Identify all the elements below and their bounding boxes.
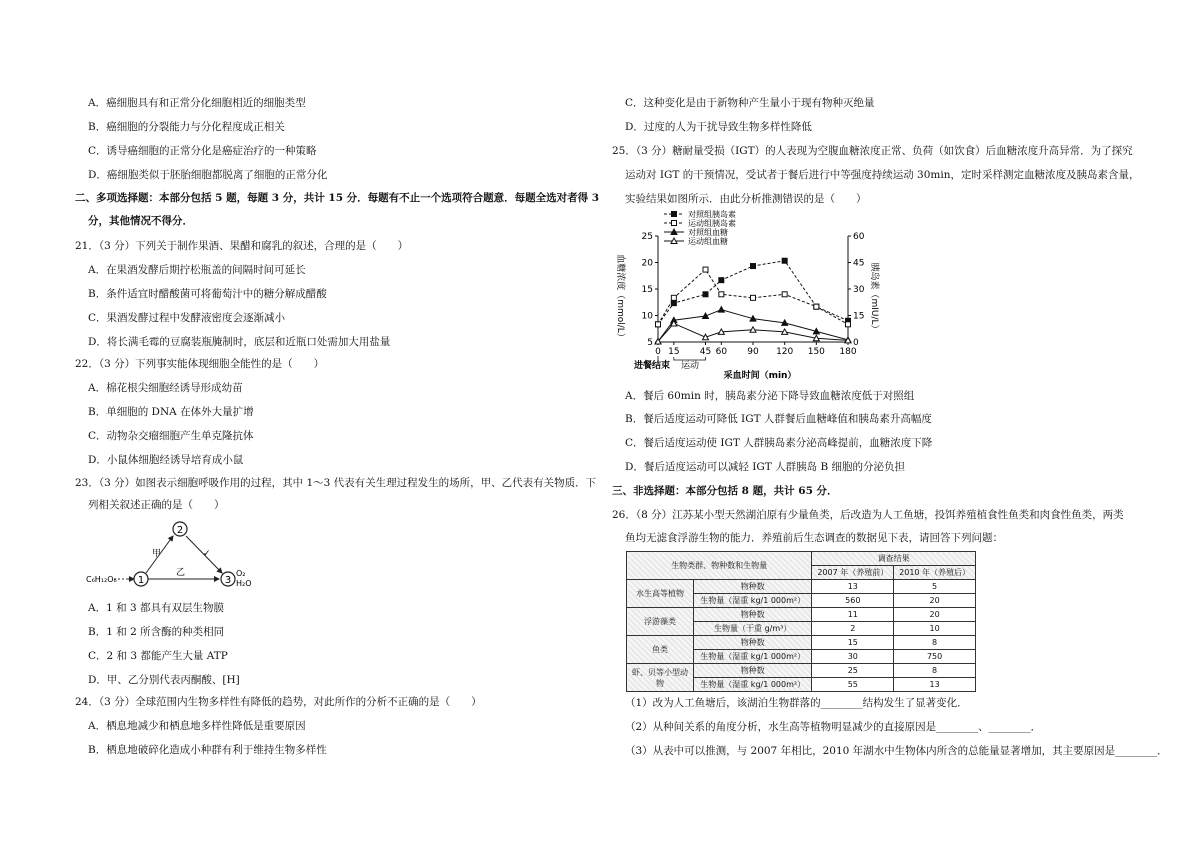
o2-label: O₂ xyxy=(236,569,246,578)
x-tick-label: 90 xyxy=(747,347,759,357)
y-left-tick-label: 20 xyxy=(641,258,653,269)
chart-legend xyxy=(664,209,736,246)
value-2007: 2 xyxy=(812,622,894,636)
q25-stem-line2: 运动对 IGT 的干预情况，受试者于餐后进行中等强度持续运动 30min，定时采样测定血糖浓度及胰岛素含量， xyxy=(625,169,1140,181)
substance-jia-label: 甲 xyxy=(152,549,162,559)
q22-option-b: B．单细胞的 DNA 在体外大量扩增 xyxy=(88,406,254,418)
glucose-label: C₆H₁₂O₆ xyxy=(86,575,117,584)
legend-label: 运动组胰岛素 xyxy=(688,219,736,228)
value-2007: 55 xyxy=(812,678,894,692)
site-3-label: 3 xyxy=(224,575,232,586)
chart-series xyxy=(655,258,851,344)
table-header-2010: 2010 年（养殖后） xyxy=(894,566,976,580)
row-label: 生物量（干重 g/m³） xyxy=(694,622,812,636)
row-label: 物种数 xyxy=(694,636,812,650)
data-point xyxy=(703,292,708,297)
value-2010: 750 xyxy=(894,650,976,664)
value-2010: 8 xyxy=(894,636,976,650)
q25-stem-line1: 25．（3 分）糖耐量受损（IGT）的人表现为空腹血糖浓度正常、负荷（如饮食）后血糖浓度升高异常．为了探究 xyxy=(612,145,1133,157)
q21-option-a: A．在果酒发酵后期拧松瓶盖的间隔时间可延长 xyxy=(88,264,306,276)
q20-option-a: A．癌细胞具有和正常分化细胞相近的细胞类型 xyxy=(88,97,306,109)
q26-part2: （2）从种间关系的角度分析，水生高等植物明显减少的直接原因是________、________． xyxy=(625,721,1042,733)
legend-marker xyxy=(672,212,677,217)
legend-marker xyxy=(672,221,677,226)
row-label: 生物量（湿重 kg/1 000m²） xyxy=(694,594,812,608)
q24-option-d: D．过度的人为干扰导致生物多样性降低 xyxy=(625,121,812,133)
q24-option-c: C．这种变化是由于新物种产生量小于现有物种灭绝量 xyxy=(625,97,875,109)
row-label: 生物量（湿重 kg/1 000m²） xyxy=(694,678,812,692)
row-label: 物种数 xyxy=(694,664,812,678)
data-point xyxy=(782,292,787,297)
q23-option-b: B．1 和 2 所含酶的种类相同 xyxy=(88,626,225,638)
value-2010: 5 xyxy=(894,580,976,594)
legend-label: 运动组血糖 xyxy=(688,237,728,246)
section2-heading-line2: 分，其他情况不得分． xyxy=(88,215,193,227)
q24-stem: 24．（3 分）全球范围内生物多样性有降低的趋势，对此所作的分析不正确的是（ ） xyxy=(75,696,482,708)
x-tick-label: 0 xyxy=(655,347,661,357)
q22-option-c: C．动物杂交瘤细胞产生单克隆抗体 xyxy=(88,430,254,442)
value-2010: 10 xyxy=(894,622,976,636)
q22-option-d: D．小鼠体细胞经诱导培育成小鼠 xyxy=(88,454,244,466)
q24-option-a: A．栖息地减少和栖息地多样性降低是重要原因 xyxy=(88,720,306,732)
glucose-insulin-chart xyxy=(610,208,880,384)
data-point xyxy=(703,267,708,272)
table-row xyxy=(627,664,976,678)
y-left-tick-label: 10 xyxy=(641,311,653,322)
x-tick-label: 15 xyxy=(668,347,680,357)
q23-option-c: C．2 和 3 都能产生大量 ATP xyxy=(88,650,228,662)
section3-heading: 三、非选择题：本部分包括 8 题，共计 65 分． xyxy=(612,485,838,497)
legend-item xyxy=(664,236,728,246)
value-2007: 13 xyxy=(812,580,894,594)
value-2007: 11 xyxy=(812,608,894,622)
y-axis-right-title: 胰岛素（mIU/L） xyxy=(869,262,879,334)
q25-option-b: B．餐后适度运动可降低 IGT 人群餐后血糖峰值和胰岛素升高幅度 xyxy=(625,413,932,425)
q20-option-b: B．癌细胞的分裂能力与分化程度成正相关 xyxy=(88,121,285,133)
q23-stem-line1: 23．（3 分）如图表示细胞呼吸作用的过程，其中 1～3 代表有关生理过程发生的场所，甲、乙代表有关物质．下 xyxy=(75,477,597,489)
q23-option-d: D．甲、乙分别代表丙酮酸、[H] xyxy=(88,674,240,686)
x-tick-label: 60 xyxy=(715,347,728,357)
q21-option-c: C．果酒发酵过程中发酵液密度会逐渐减小 xyxy=(88,312,286,324)
q23-option-a: A．1 和 3 都具有双层生物膜 xyxy=(88,602,224,614)
site-1-label: 1 xyxy=(137,575,145,586)
q20-option-d: D．癌细胞类似于胚胎细胞都脱离了细胞的正常分化 xyxy=(88,169,328,181)
q25-option-c: C．餐后适度运动使 IGT 人群胰岛素分泌高峰提前，血糖浓度下降 xyxy=(625,437,933,449)
q22-option-a: A．棉花根尖细胞经诱导形成幼苗 xyxy=(88,382,243,394)
q26-part3: （3）从表中可以推测，与 2007 年相比，2010 年湖水中生物体内所含的总能量显著增加，其主要原因是________． xyxy=(625,745,1168,757)
y-right-tick-label: 15 xyxy=(853,311,865,322)
y-left-tick-label: 5 xyxy=(647,338,653,348)
group-name: 虾、贝等小型动物 xyxy=(627,664,694,692)
substance-yi-label: 乙 xyxy=(176,568,186,578)
value-2010: 13 xyxy=(894,678,976,692)
legend-label: 对照组胰岛素 xyxy=(688,210,736,219)
x-axis-title: 采血时间（min） xyxy=(723,371,797,381)
h2o-label: H₂O xyxy=(236,579,252,588)
q22-stem: 22．（3 分）下列事实能体现细胞全能性的是（ ） xyxy=(75,358,325,370)
table-row xyxy=(627,608,976,622)
arrow-2-3-mark: ✓ xyxy=(203,549,211,559)
x-tick-label: 150 xyxy=(807,347,825,357)
value-2007: 25 xyxy=(812,664,894,678)
data-point xyxy=(703,313,709,319)
legend-label: 对照组血糖 xyxy=(688,228,728,237)
data-point xyxy=(751,295,756,300)
value-2010: 20 xyxy=(894,608,976,622)
data-point xyxy=(814,304,819,309)
q21-stem: 21．（3 分）下列关于制作果酒、果醋和腐乳的叙述，合理的是（ ） xyxy=(75,240,409,252)
series-line xyxy=(658,310,848,342)
group-name: 浮游藻类 xyxy=(627,608,694,636)
row-label: 生物量（湿重 kg/1 000m²） xyxy=(694,650,812,664)
series-4 xyxy=(655,320,851,344)
table-header-2007: 2007 年（养殖前） xyxy=(812,566,894,580)
data-point xyxy=(671,295,676,300)
meal-end-annotation: 进餐结束 xyxy=(633,361,671,371)
q25-stem-line3: 实验结果如图所示．由此分析推测错误的是（ ） xyxy=(625,193,867,205)
y-right-tick-label: 0 xyxy=(853,338,859,348)
data-point xyxy=(719,292,724,297)
q25-option-d: D．餐后适度运动可以减轻 IGT 人群胰岛 B 细胞的分泌负担 xyxy=(625,461,906,473)
value-2007: 15 xyxy=(812,636,894,650)
table-row xyxy=(627,580,976,594)
value-2010: 8 xyxy=(894,664,976,678)
y-axis-left-title: 血糖浓度（mmol/L） xyxy=(615,254,625,342)
group-name: 水生高等植物 xyxy=(627,580,694,608)
y-left-tick-label: 15 xyxy=(641,285,653,295)
value-2007: 30 xyxy=(812,650,894,664)
q25-option-a: A．餐后 60min 时，胰岛素分泌下降导致血糖浓度低于对照组 xyxy=(625,390,915,402)
q26-stem-line1: 26．（8 分）江苏某小型天然湖泊原有少量鱼类，后改造为人工鱼塘，投饵养殖植食性鱼类和肉食性鱼类，两类 xyxy=(612,509,1124,521)
value-2007: 560 xyxy=(812,594,894,608)
q21-option-d: D．将长满毛霉的豆腐装瓶腌制时，底层和近瓶口处需加大用盐量 xyxy=(88,336,391,348)
data-point xyxy=(846,322,851,327)
row-label: 物种数 xyxy=(694,580,812,594)
q23-stem-line2: 列相关叙述正确的是（ ） xyxy=(88,499,225,511)
legend-item xyxy=(664,227,728,237)
legend-item xyxy=(664,209,736,219)
q26-part1: （1）改为人工鱼塘后，该湖泊生物群落的________结构发生了显著变化． xyxy=(625,697,968,709)
section2-heading-line1: 二、多项选择题：本部分包括 5 题，每题 3 分，共计 15 分．每题有不止一个选项符合题意．每题全选对者得 3 xyxy=(75,192,600,204)
y-right-tick-label: 45 xyxy=(853,258,865,269)
row-label: 物种数 xyxy=(694,608,812,622)
exercise-bracket xyxy=(674,357,706,360)
table-header-result: 调查结果 xyxy=(812,552,976,566)
y-right-tick-label: 30 xyxy=(853,285,865,295)
data-point xyxy=(718,307,724,313)
site-2-label: 2 xyxy=(176,525,184,536)
q24-option-b: B．栖息地破碎化造成小种群有利于维持生物多样性 xyxy=(88,744,327,756)
value-2010: 20 xyxy=(894,594,976,608)
x-tick-label: 45 xyxy=(699,347,712,357)
data-point xyxy=(656,322,661,327)
q26-stem-line2: 鱼均无滤食浮游生物的能力．养殖前后生态调查的数据见下表，请回答下列问题： xyxy=(625,532,1003,544)
data-point xyxy=(751,264,756,269)
survey-table xyxy=(626,551,976,692)
q21-option-b: B．条件适宜时醋酸菌可将葡萄汁中的糖分解成醋酸 xyxy=(88,288,327,300)
group-name: 鱼类 xyxy=(627,636,694,664)
x-tick-label: 180 xyxy=(839,347,857,357)
q20-option-c: C．诱导癌细胞的正常分化是癌症治疗的一种策略 xyxy=(88,145,317,157)
x-tick-label: 120 xyxy=(776,347,794,357)
y-left-tick-label: 25 xyxy=(641,232,653,242)
table-header-left: 生物类群、物种数和生物量 xyxy=(627,552,812,580)
table-row xyxy=(627,636,976,650)
respiration-diagram xyxy=(84,518,284,592)
data-point xyxy=(719,278,724,283)
exercise-annotation: 运动 xyxy=(680,361,700,371)
data-point xyxy=(782,258,787,263)
legend-item xyxy=(664,218,736,228)
y-right-tick-label: 60 xyxy=(853,232,865,242)
